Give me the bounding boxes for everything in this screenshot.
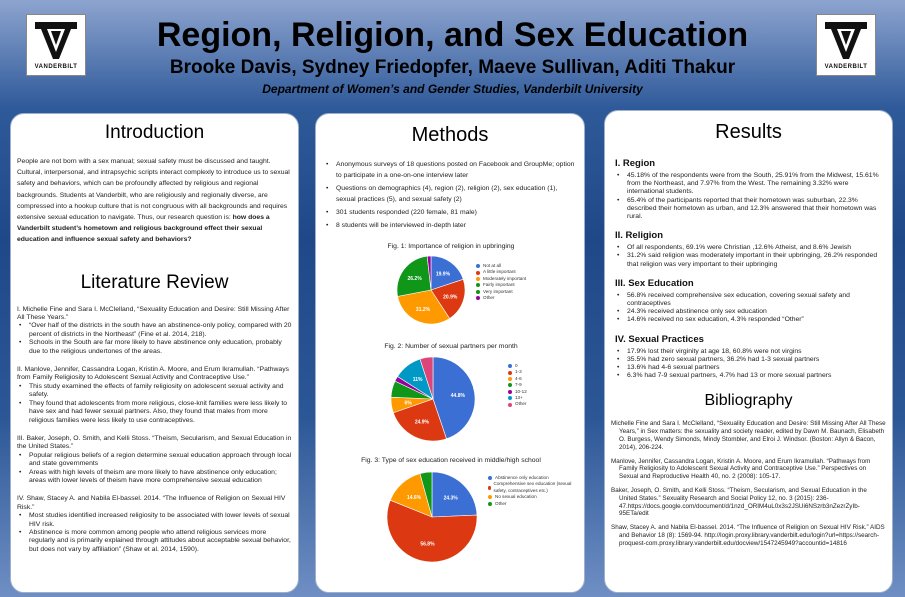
logo-text: VANDERBILT [824,64,868,70]
legend-label: Fairly important [483,282,515,288]
legend-swatch [476,290,480,294]
legend-label: 0 [515,363,518,368]
legend-label: Comprehensive sex education (sexual safety, contraceptives etc.) [493,481,572,493]
result-bullet: • 35.5% had zero sexual partners, 36.2% had 1-3 sexual partners [615,356,882,364]
legend-label: 10-12 [515,388,527,394]
legend-swatch [508,390,512,394]
figure-3-pie-chart [386,471,478,563]
result-bullet: • 31.2% said religion was moderately important in their upbringing, 26.2% responded that religion was very important to their upbringing [615,252,882,268]
poster-title: Region, Religion, and Sex Education [156,16,749,54]
introduction-panel [10,113,299,593]
results-religion-list [605,244,892,269]
results-sexual-practices-list [605,348,892,381]
methods-title: Methods [411,124,489,146]
legend-label: No sexual education [495,494,537,500]
result-bullet: • 6.3% had 7-9 sexual partners, 4.7% had 13 or more sexual partners [615,372,882,380]
lit-citation: I. Michelle Fine and Sara I. McClelland, “Sexuality Education and Desire: Still Missing After All These Years.” [17,305,290,322]
result-bullet: • 14.6% received no sex education, 4.3% responded “Other” [615,316,882,324]
results-region-list [605,172,892,221]
pie-data-label: 26.2% [407,275,422,282]
vanderbilt-oak-leaf-v-icon [33,19,79,63]
legend-swatch [508,377,512,381]
pie-data-label: 44.8% [450,392,465,399]
pie-data-label: 56.8% [420,541,435,548]
legend-swatch [508,396,512,400]
pie-data-label: 24.9% [414,419,430,426]
pie-data-label: 24.3% [443,495,458,502]
result-bullet: • 56.8% received comprehensive sex education, covering sexual safety and contraceptives [615,292,882,308]
results-sex-education-list [605,292,892,325]
figure-3-legend [488,475,578,507]
methods-list [316,159,584,231]
result-bullet: • Of all respondents, 69.1% were Christian ,12.6% Atheist, and 8.6% Jewish [615,244,882,252]
result-bullet: • 45.18% of the respondents were from the South, 25.91% from the Midwest, 15.61% from the Northeast, and 7.97% from the West. The remaining 3.32% were international students. [615,172,882,197]
legend-swatch [476,283,480,287]
legend-item [488,481,578,494]
legend-label: Abstinence only education [495,475,549,480]
lit-citation: II. Manlove, Jennifer, Cassandra Logan, Kristin A. Moore, and Erum Ikramullah. “Pathways from Family Religiosity to Adolescent Sexual Activity and Contraceptive Use.” [17,366,290,382]
vanderbilt-logo-left [26,14,86,76]
lit-bullet: • This study examined the effects of family religiosity on adolescent sexual activity and safety. [17,383,292,400]
logo-text: VANDERBILT [34,64,78,70]
legend-swatch [488,495,492,499]
result-bullet: • 17.9% lost their virginity at age 18, 60.8% were not virgins [615,348,882,356]
lit-citation: III. Baker, Joseph, O. Smith, and Kelli Stoss. “Theism, Secularism, and Sexual Education in the United States.” [17,434,292,451]
lit-bullet: • Areas with high levels of theism are more likely to have abstinence only education; areas with lower levels of theism have more comprehensive sexual education [17,469,292,486]
result-bullet: • 13.6% had 4-6 sexual partners [615,364,882,372]
legend-label: A little important [483,269,516,275]
methods-bullet: • 8 students will be interviewed in-depth later [324,220,576,231]
legend-label: Other [495,500,507,506]
figure-1-caption: Fig. 1: Importance of religion in upbringing [387,243,515,250]
bibliography-list [605,420,892,547]
legend-swatch [488,476,492,480]
legend-label: 4-6 [515,375,522,381]
legend-label: Not at all [483,263,502,268]
vanderbilt-oak-leaf-v-icon [823,19,869,63]
legend-swatch [508,371,512,375]
legend-swatch [488,486,491,490]
pie-data-label: 11% [412,377,423,384]
legend-label: Other [483,295,495,301]
results-panel [604,110,893,593]
figure-2-legend [508,363,527,408]
legend-swatch [476,277,480,281]
methods-panel [315,113,585,593]
legend-label: Other [515,401,527,407]
lit-bullet: • They found that adolescents from more religious, close-knit families were less likely to have sex and had fewer sexual partners. Also, they found that males from more religious families were less likely to use contraceptives. [17,400,292,425]
introduction-text [11,156,298,246]
figure-2-pie-chart [390,356,476,442]
lit-bullet: • Most studies identified increased religiosity to be associated with lower levels of sexual HIV risk. [17,512,292,529]
pie-data-label: 6% [404,400,412,407]
vanderbilt-logo-right [816,14,876,76]
pie-data-label: 14.6% [406,494,422,501]
lit-bullet: • “Over half of the districts in the south have an abstinence-only policy, compared with 20 percent of districts in the Northeast” (Fine et al. 2014, 218). [17,322,292,339]
legend-label: 1-3 [515,369,522,375]
legend-item [508,401,527,407]
lit-bullet: • Popular religious beliefs of a region determine sexual education approach through local and state governments [17,452,292,469]
figure-3-caption: Fig. 3: Type of sex education received in middle/high school [361,457,541,464]
figure-3 [316,457,585,577]
legend-label: 7-9 [515,382,522,388]
poster-department: Department of Women’s and Gender Studies, Vanderbilt University [262,82,643,96]
figure-1 [316,243,585,335]
results-sexual-practices-heading: IV. Sexual Practices [615,333,704,345]
lit-bullet: • Schools in the South are far more likely to have abstinence only education, probably due to the religious undertones of the areas. [17,339,292,356]
poster-authors: Brooke Davis, Sydney Friedopfer, Maeve Sullivan, Aditi Thakur [169,57,736,78]
poster-header [0,0,905,105]
legend-label: Very important [483,288,513,294]
bibliography-title: Bibliography [704,392,793,410]
literature-review-title: Literature Review [80,271,229,293]
figure-1-pie-chart [396,255,466,325]
methods-bullet: • Questions on demographics (4), region (2), religion (2), sex education (1), sexual practices (5), and sexual safety (2) [324,183,576,205]
legend-label: 13+ [515,395,523,401]
bibliography-entry: Shaw, Stacey A. and Nabila El-bassel. 2014. “The Influence of Religion on Sexual HIV Risk.” AIDS and Behavior 18 (8): 1569-94. http://login.proxy.library.vanderbilt.edu/login?url=https://search-proquest-com.proxy.library.vanderbilt.edu/docview/1547245949?accountid=14816 [611,524,885,547]
introduction-title: Introduction [104,122,205,143]
figure-2-caption: Fig. 2: Number of sexual partners per month [384,343,518,350]
legend-swatch [508,403,512,407]
results-region-heading: I. Region [615,158,656,169]
bibliography-entry: Michelle Fine and Sara I. McClelland, “Sexuality Education and Desire: Still Missing After All These Years,” in Sex matters: the sexuality and society reader, edited by Dawn M. Baunach, Elisabeth O. Burgess, Wendy Simonds, Mindy Stombler, and Elroi J. Windsor. (Boston: Allyn & Bacon, 2014), 206-224. [611,420,886,451]
pie-data-label: 20.9% [443,294,458,301]
legend-swatch [508,364,512,368]
lit-bullet: • Abstinence is more common among people who attend religious services more regularly and is primarily explained through attitudes about acceptable sexual behavior, but does not vary by affiliation” (Shaw et al. 2014, 1590). [17,529,292,554]
methods-bullet: • Anonymous surveys of 18 questions posted on Facebook and GroupMe; option to participate in a one-on-one interview later [324,159,576,181]
lit-citation: IV. Shaw, Stacey A. and Nabila El-bassel. 2014. “The Influence of Religion on Sexual HIV Risk.” [17,495,286,511]
literature-review-list [11,306,298,555]
pie-data-label: 31.2% [415,306,431,313]
results-sex-education-heading: III. Sex Education [615,277,694,289]
legend-label: Moderately important [483,275,527,281]
legend-swatch [488,502,492,506]
legend-swatch [508,383,512,387]
bibliography-entry: Manlove, Jennifer, Cassandra Logan, Kristin A. Moore, and Erum Ikramullah. “Pathways from Family Religiosity to Adolescent Sexual Activity and Contraceptive Use.” Perspectives on Sexual and Reproductive Health 40, no. 2 (2008): 105-17. [611,457,871,481]
legend-swatch [476,264,480,268]
result-bullet: • 65.4% of the participants reported that their hometown was suburban, 22.3% described their hometown as urban, and 12.3% answered that their hometown was rural. [615,197,882,222]
introduction-body: People are not born with a sex manual; sexual safety must be discussed and taught. Cultural, interpersonal, and intrapsychic scripts interact complexly to introduce us to sexual safety and behaviors, which can be profoundly affected by religious and regional backgrounds. Students at Vanderbilt, who are religiously and regionally diverse, are compressed into a hookup culture that is not congruous with all backgrounds and requires extensive sexual education to navigate. Thus, our research question is: [17,158,290,222]
figure-2 [316,343,585,447]
results-religion-heading: II. Religion [615,230,664,242]
legend-item [488,501,578,507]
methods-bullet: • 301 students responded (220 female, 81 male) [324,207,576,218]
legend-swatch [476,296,480,300]
legend-swatch [476,271,480,275]
legend-item [476,295,526,301]
result-bullet: • 24.3% received abstinence only sex education [615,308,882,316]
figure-1-legend [476,263,526,301]
pie-data-label: 19.9% [435,271,451,278]
bibliography-entry: Baker, Joseph, O. Smith, and Kelli Stoss. “Theism, Secularism, and Sexual Education in the United States.” Sexuality Research and Social Policy 12, no. 3 (2015): 236-47.https://docs.google.com/document/d/1nzd_ORIM4uL0x3s2JSUi6NSzrb3nZezrZyIb-95ETa/edit [611,487,867,518]
research-question: how does a Vanderbilt student’s hometown and religious background effect their sexual education and influence sexual safety and behaviors? [17,214,270,244]
results-title: Results [715,121,782,143]
